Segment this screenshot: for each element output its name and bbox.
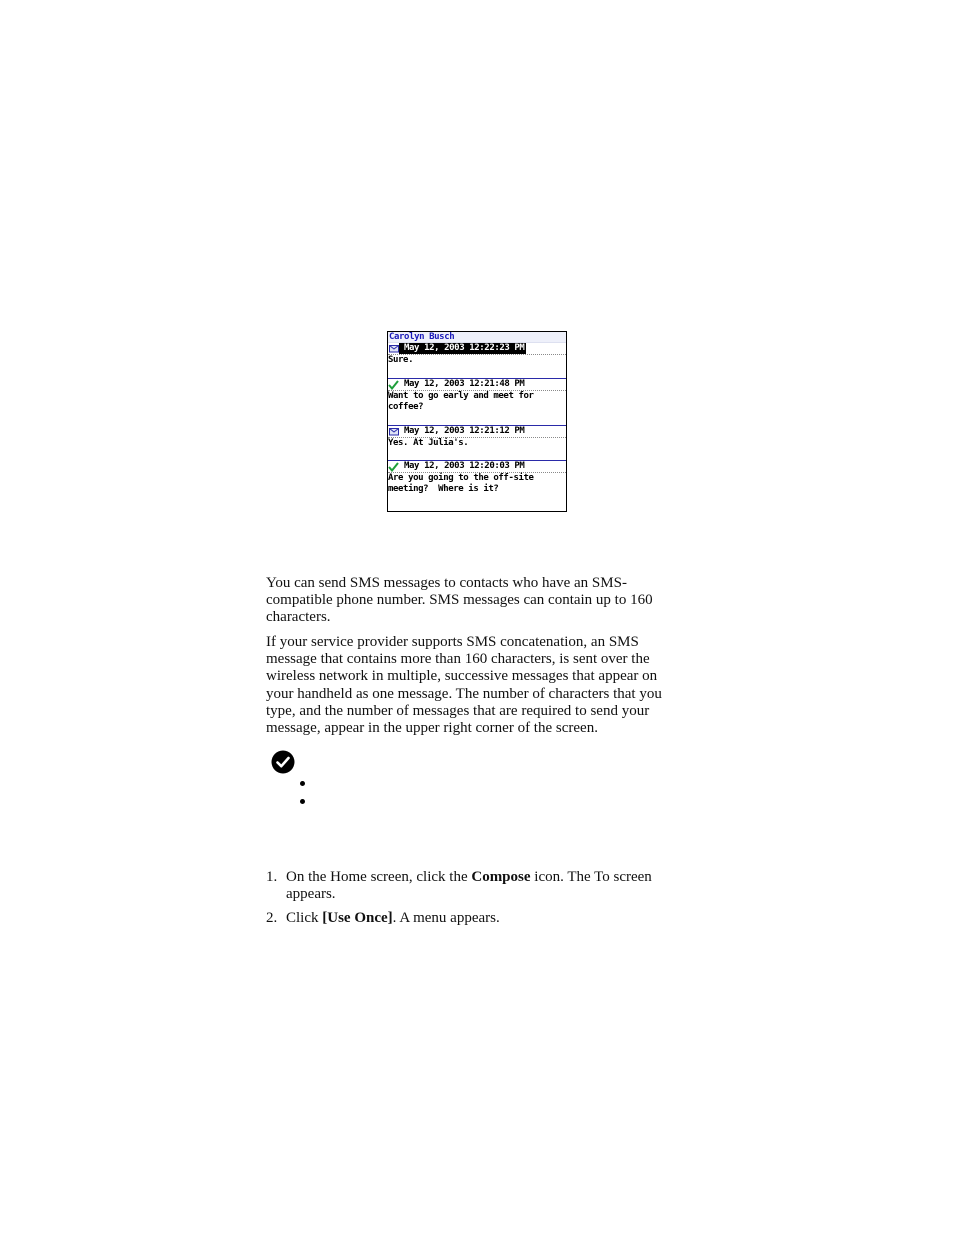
sent-checkmark-icon bbox=[388, 379, 399, 390]
contact-name: Carolyn Busch bbox=[388, 332, 566, 343]
message-date: May 12, 2003 12:20:03 PM bbox=[404, 461, 525, 471]
step-text: Click [Use Once]. A menu appears. bbox=[286, 910, 500, 927]
message-item[interactable] bbox=[388, 460, 566, 507]
procedure-steps bbox=[266, 869, 686, 935]
message-date: May 12, 2003 12:21:12 PM bbox=[404, 426, 525, 436]
received-envelope-icon bbox=[388, 426, 399, 437]
message-date: May 12, 2003 12:22:23 PM bbox=[399, 343, 526, 354]
step-number: 2. bbox=[266, 910, 278, 927]
message-text: Are you going to the off-site meeting? Where is it? bbox=[388, 473, 534, 494]
step-text: On the Home screen, click the Compose icon. The To screen appears. bbox=[286, 869, 652, 903]
received-envelope-icon bbox=[388, 343, 399, 354]
list-item bbox=[300, 793, 310, 811]
step-item bbox=[266, 869, 686, 903]
message-date: May 12, 2003 12:21:48 PM bbox=[404, 379, 525, 389]
list-item bbox=[300, 775, 310, 793]
step-number: 1. bbox=[266, 869, 278, 885]
bullet-icon bbox=[300, 799, 305, 804]
checkmark-circle-icon bbox=[271, 750, 295, 774]
handheld-screenshot bbox=[387, 331, 567, 512]
bullet-icon bbox=[300, 781, 305, 786]
use-once-label: [Use Once] bbox=[322, 910, 393, 927]
message-text: Want to go early and meet for coffee? bbox=[388, 391, 534, 412]
sent-checkmark-icon bbox=[388, 461, 399, 472]
message-text: Sure. bbox=[388, 355, 414, 365]
intro-paragraph: You can send SMS messages to contacts who have an SMS-compatible phone number. SMS messages can contain up to 160 characters. bbox=[266, 575, 653, 626]
compose-label: Compose bbox=[471, 869, 531, 885]
message-item[interactable] bbox=[388, 378, 566, 425]
step-item bbox=[266, 910, 686, 927]
note-bullet-list bbox=[300, 775, 310, 811]
message-item[interactable] bbox=[388, 425, 566, 460]
message-text: Yes. At Julia's. bbox=[388, 438, 469, 448]
message-item[interactable] bbox=[388, 343, 566, 378]
concatenation-paragraph: If your service provider supports SMS concatenation, an SMS message that contains more than 160 characters, is sent over the wireless network in multiple, successive messages that appear on your handheld as one message. The number of characters that you type, and the number of messages that are required to send your message, appear in the upper right corner of the screen. bbox=[266, 634, 662, 737]
